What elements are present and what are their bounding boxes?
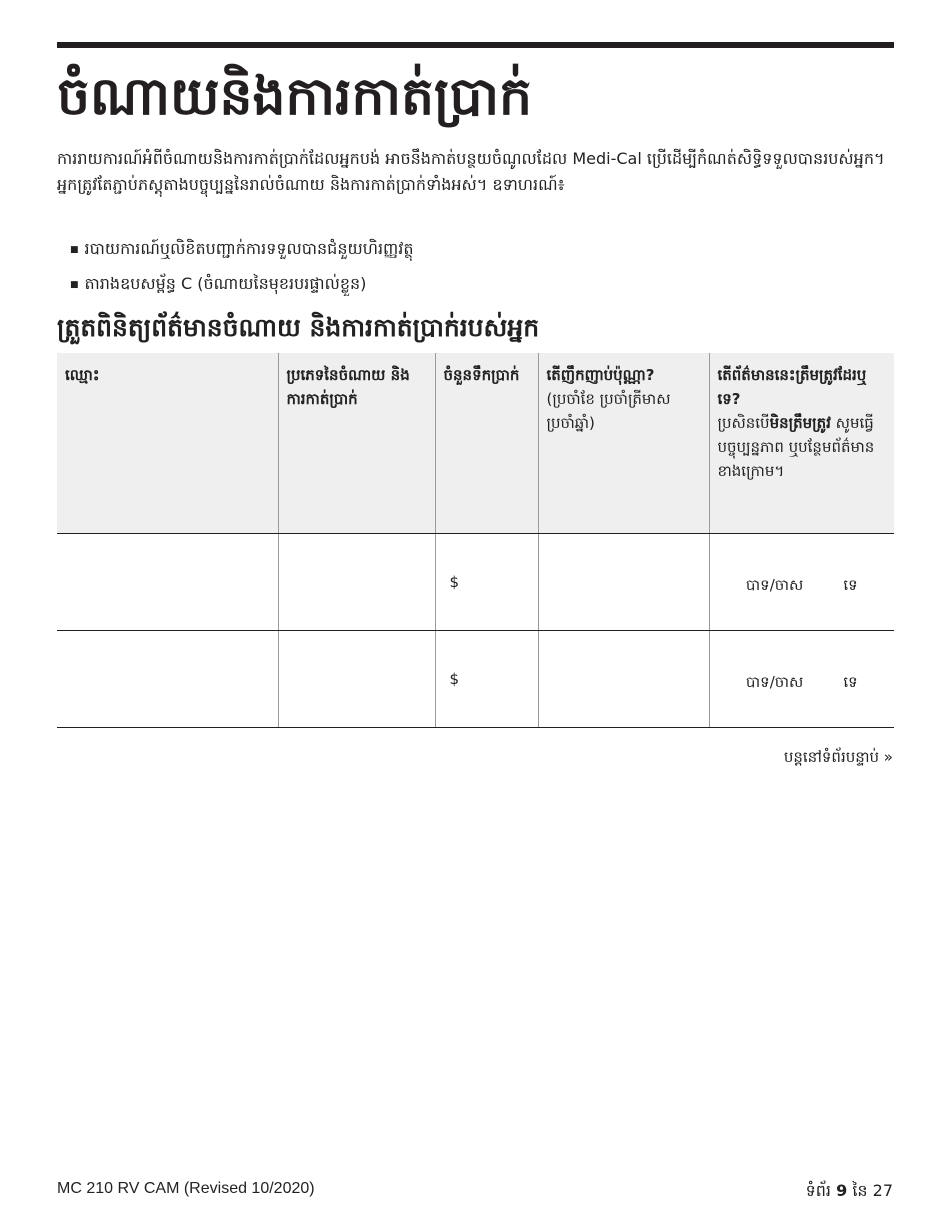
intro-text: ការរាយការណ៍អំពីចំណាយនិងការកាត់ប្រាក់ដែលអ្នកបង់ អាចនឹងកាត់បន្ថយចំណូលដែល Medi-Cal ប្រើដើម្បីកំណត់សិទ្ធិទទួលបានរបស់អ្នក។ អ្នកត្រូវតែភ្ជាប់ភស្តុតាងបច្ចុប្បន្ននៃរាល់ចំណាយ និងការកាត់ប្រាក់ទាំងអស់។ ឧទាហរណ៍៖ (57, 149, 885, 194)
page-title: ចំណាយនិងការកាត់ប្រាក់ (57, 67, 533, 127)
page-total: 27 (872, 1181, 893, 1200)
continue-next-page: បន្តនៅទំព័របន្ទាប់ » (783, 748, 893, 766)
page-prefix: ទំព័រ (805, 1181, 837, 1200)
header-type: ប្រភេទនៃចំណាយ និងការកាត់ប្រាក់ (278, 353, 435, 534)
frequency-cell[interactable] (538, 631, 709, 728)
amount-cell[interactable]: $ (435, 534, 538, 631)
list-item: ■ របាយការណ៍ឬលិខិតបញ្ជាក់ការទទួលបានជំនួយហិរញ្ញវត្ថុ (70, 232, 414, 267)
yes-option[interactable]: បាទ/ចាស (745, 673, 804, 691)
page-number (806, 1180, 893, 1204)
no-option[interactable]: ទេ (843, 673, 858, 691)
expenses-table (57, 353, 894, 728)
page-current: 9 (836, 1181, 848, 1200)
no-option[interactable]: ទេ (843, 576, 858, 594)
page-mid: នៃ (847, 1181, 873, 1200)
name-cell[interactable] (57, 534, 278, 631)
table-row (57, 534, 894, 631)
name-cell[interactable] (57, 631, 278, 728)
header-correct-title: តើព័ត៌មាននេះត្រឹមត្រូវដែរឬទេ? (717, 366, 867, 408)
amount-cell[interactable]: $ (435, 631, 538, 728)
frequency-cell[interactable] (538, 534, 709, 631)
form-id: MC 210 RV CAM (Revised 10/2020) (57, 1180, 315, 1197)
header-correct-sub-post: សូមធ្វើបច្ចុប្បន្នភាព ឬបន្ថែមព័ត៌មានខាងក្រោម។ (717, 414, 875, 480)
type-cell[interactable] (278, 631, 435, 728)
top-rule (57, 42, 894, 48)
table-row (57, 631, 894, 728)
list-item: ■ តារាងឧបសម្ព័ន្ធ C (ចំណាយនៃមុខរបរផ្ទាល់ខ្លួន) (70, 267, 414, 302)
header-frequency-title: តើញឹកញាប់ប៉ុណ្ណា? (546, 366, 655, 384)
header-correct (709, 353, 894, 534)
examples-list (70, 232, 414, 302)
correct-cell (709, 631, 894, 728)
header-correct-sub-pre: ប្រសិនបើ (717, 414, 770, 432)
yes-option[interactable]: បាទ/ចាស (745, 576, 804, 594)
correct-cell (709, 534, 894, 631)
section-heading: ត្រួតពិនិត្យព័ត៌មានចំណាយ និងការកាត់ប្រាក់របស់អ្នក (57, 313, 540, 342)
header-frequency (538, 353, 709, 534)
header-correct-sub-bold: មិនត្រឹមត្រូវ (769, 414, 831, 432)
table-header-row (57, 353, 894, 534)
header-frequency-sub: (ប្រចាំខែ ប្រចាំត្រីមាស ប្រចាំឆ្នាំ) (546, 390, 671, 432)
header-amount: ចំនួនទឹកប្រាក់ (435, 353, 538, 534)
type-cell[interactable] (278, 534, 435, 631)
header-name: ឈ្មោះ (57, 353, 278, 534)
